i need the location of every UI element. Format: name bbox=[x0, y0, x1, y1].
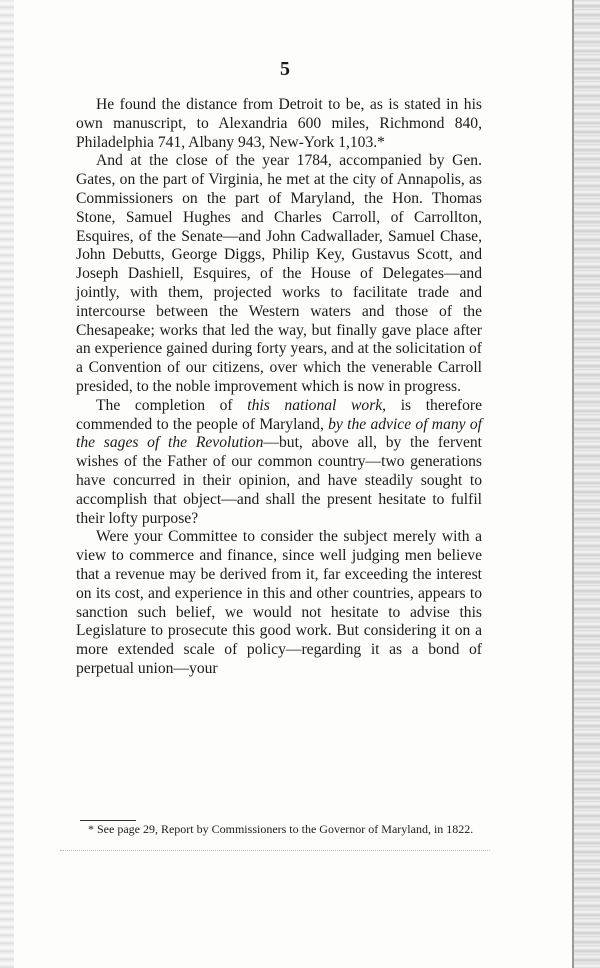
page-number: 5 bbox=[280, 58, 290, 80]
completion-text-end: —but, above all, by the fervent wishes of the Father of our common country—two generations have concurred in their opinion, and have steadily sought to accomplish that object—and shall the present hesitate to fulfil their lofty purpose? bbox=[76, 434, 483, 527]
scan-artifact bbox=[60, 850, 490, 857]
completion-text-start: The completion of bbox=[96, 396, 248, 414]
completion-text-middle: is therefore commended to the people of Maryland, bbox=[76, 396, 482, 433]
paragraph-completion bbox=[76, 397, 482, 529]
paragraph-committee: Were your Committee to consider the subject merely with a view to commerce and finance, since well judging men believe that a revenue may be derived from it, far exceeding the interest on its cost, and experience in this and other countries, appears to sanction such belief, we would not hesitate to advise this Legislature to prosecute this good work. But considering it on a more extended scale of policy—regarding it as a bond of perpetual union—your bbox=[76, 528, 482, 677]
footnote: * See page 29, Report by Commissioners to the Governor of Maryland, in 1822. bbox=[88, 822, 474, 836]
body-text bbox=[76, 96, 482, 679]
paragraph-annapolis: And at the close of the year 1784, accompanied by Gen. Gates, on the part of Virginia, he met at the city of Annapolis, as Commissioners on the part of Maryland, the Hon. Thomas Stone, Samuel Hughes and Charles Carroll, of Carrollton, Esquires, of the Senate—and John Cadwallader, Samuel Chase, John Debutts, George Diggs, Philip Key, Gustavus Scott, and Joseph Dashiell, Esquires, of the House of Delegates—and jointly, with them, projected works to facilitate trade and intercourse between the Western waters and those of the Chesapeake; works that led the way, but finally gave place after an experience gained during forty years, and at the solicitation of a Convention of our citizens, over which the venerable Carroll presided, to the noble improvement which is now in progress. bbox=[76, 152, 482, 395]
paragraph-distance: He found the distance from Detroit to be, as is stated in his own manuscript, to Alexandria 600 miles, Richmond 840, Philadelphia 741, Albany 943, New-York 1,103.* bbox=[76, 96, 482, 151]
completion-emphasis-sages: by the advice of many of the sages of the Revolution bbox=[76, 415, 482, 452]
scan-edge-left bbox=[0, 0, 14, 968]
completion-emphasis-work: this national work, bbox=[247, 396, 387, 414]
scan-edge-right bbox=[572, 0, 600, 968]
footnote-rule bbox=[80, 820, 136, 821]
